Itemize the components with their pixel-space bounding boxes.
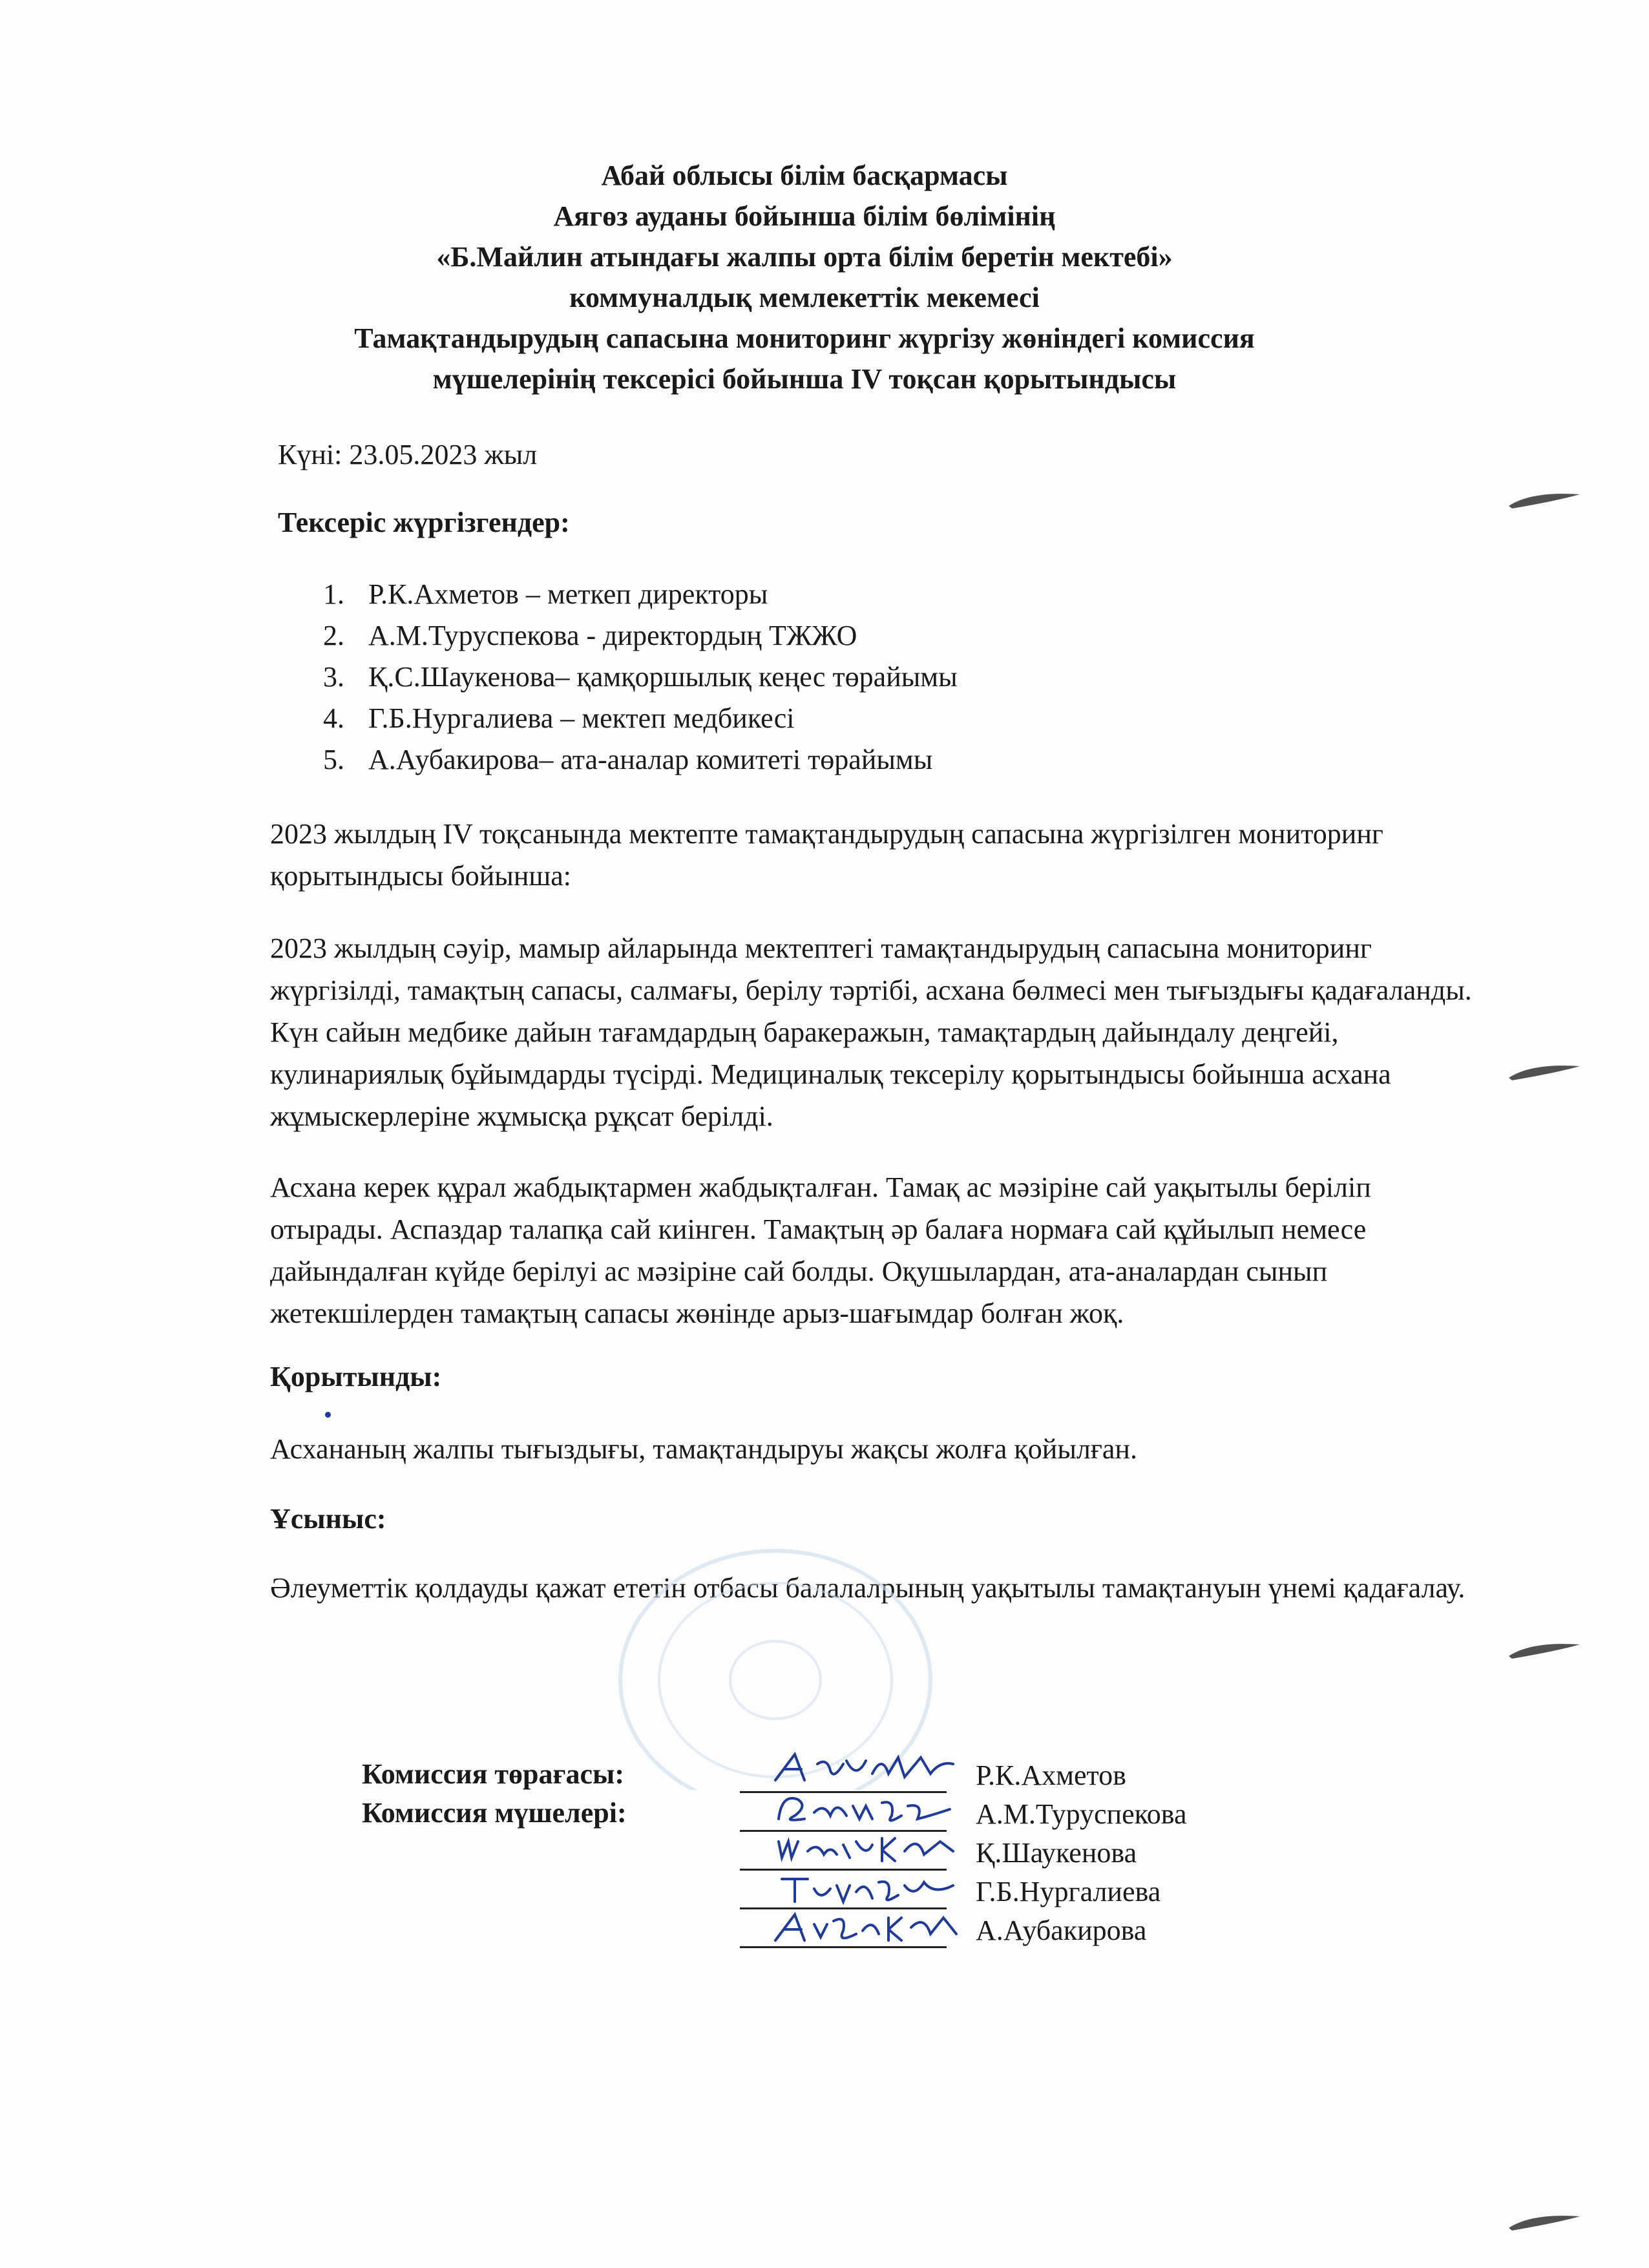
header-line-3: «Б.Майлин атындағы жалпы орта білім беретін мектебі» [436,241,1173,273]
document-header [271,155,1338,399]
conclusion-text: Асхананың жалпы тығыздығы, тамақтандыруы жақсы жолға қойылған. [270,1433,1137,1465]
scan-smudge-icon [1506,2210,1583,2236]
header-line-2: Аягөз ауданы бойынша білім бөлімінің [553,200,1056,232]
list-item-text: А.Аубакирова– ата-аналар комитеті төрайымы [368,744,933,775]
conclusion-title: Қорытынды: [270,1361,442,1392]
document-date: Күні: 23.05.2023 жыл [278,439,538,470]
ink-dot [325,1412,331,1418]
signature-icon [769,1825,963,1871]
signatory-name: А.М.Туруспекова [976,1798,1187,1830]
list-item-number: 1. [323,578,344,610]
signatory-name: Г.Б.Нургалиева [976,1876,1161,1907]
equipment-paragraph: Асхана керек құрал жабдықтармен жабдықталған. Тамақ ас мәзіріне сай уақытылы беріліп отырады. Аспаздар талапқа сай киінген. Тамақтың әр балаға нормаға сай құйылып немесе дайындалған күйде берілуі ас мәзіріне сай болды. Оқушылардан, ата-аналардан сынып жетекшілерден тамақтың сапасы жөнінде арыз-шағымдар болған жоқ. [270,1171,1371,1329]
header-line-1: Абай облысы білім басқармасы [601,160,1008,191]
list-item [323,615,958,656]
signatory-name: А.Аубакирова [976,1915,1147,1946]
list-item-text: А.М.Туруспекова - директордың ТЖЖО [368,620,857,651]
scan-smudge-icon [1506,1060,1583,1086]
inspectors-title: Тексеріс жүргізгендер: [278,507,570,538]
proposal-title: Ұсыныс: [270,1503,386,1535]
monitoring-paragraph: 2023 жылдың сәуір, мамыр айларында мектептегі тамақтандырудың сапасына мониторинг жүргізілді, тамақтың сапасы, салмағы, берілу тәртібі, асхана бөлмесі мен тығыздығы қадағаланды. Күн сайын медбике дайын тағамдардың баракеражын, тамақтардың дайындалу деңгейі, кулинариялық бұйымдарды түсірді. Медициналық тексерілу қорытындысы бойынша асхана жұмыскерлеріне жұмысқа рұқсат берілді. [270,932,1472,1132]
chair-label: Комиссия төрағасы: [362,1758,625,1790]
list-item [323,739,958,781]
list-item-text: Қ.С.Шаукенова– қамқоршылық кеңес төрайымы [368,661,958,693]
list-item-number: 2. [323,620,344,651]
list-item-number: 5. [323,744,344,775]
scan-smudge-icon [1506,1638,1583,1664]
list-item-number: 4. [323,702,344,734]
signatory-name: Р.К.Ахметов [976,1759,1126,1791]
list-item-number: 3. [323,661,344,693]
header-line-6: мүшелерінің тексерісі бойынша IV тоқсан қорытындысы [432,363,1177,395]
signature-icon [769,1905,963,1950]
list-item [323,698,958,739]
signature-icon [769,1745,963,1790]
list-item-text: Г.Б.Нургалиева – мектеп медбикесі [368,702,795,734]
header-line-5: Тамақтандырудың сапасына мониторинг жүргізу жөніндегі комиссия [354,322,1255,354]
list-item [323,574,958,615]
list-item [323,656,958,698]
header-line-4: коммуналдық мемлекеттік мекемесі [569,282,1040,313]
intro-paragraph: 2023 жылдың IV тоқсанында мектепте тамақтандырудың сапасына жүргізілген мониторинг қорытындысы бойынша: [270,818,1383,892]
list-item-text: Р.К.Ахметов – меткеп директоры [368,578,768,610]
proposal-text: Әлеуметтік қолдауды қажат ететін отбасы балалалрының уақытылы тамақтануын үнемі қадағалау. [270,1572,1465,1604]
signatory-name: Қ.Шаукенова [976,1837,1137,1869]
inspectors-list [323,574,958,781]
scan-smudge-icon [1506,488,1583,514]
members-label: Комиссия мүшелері: [362,1797,627,1829]
